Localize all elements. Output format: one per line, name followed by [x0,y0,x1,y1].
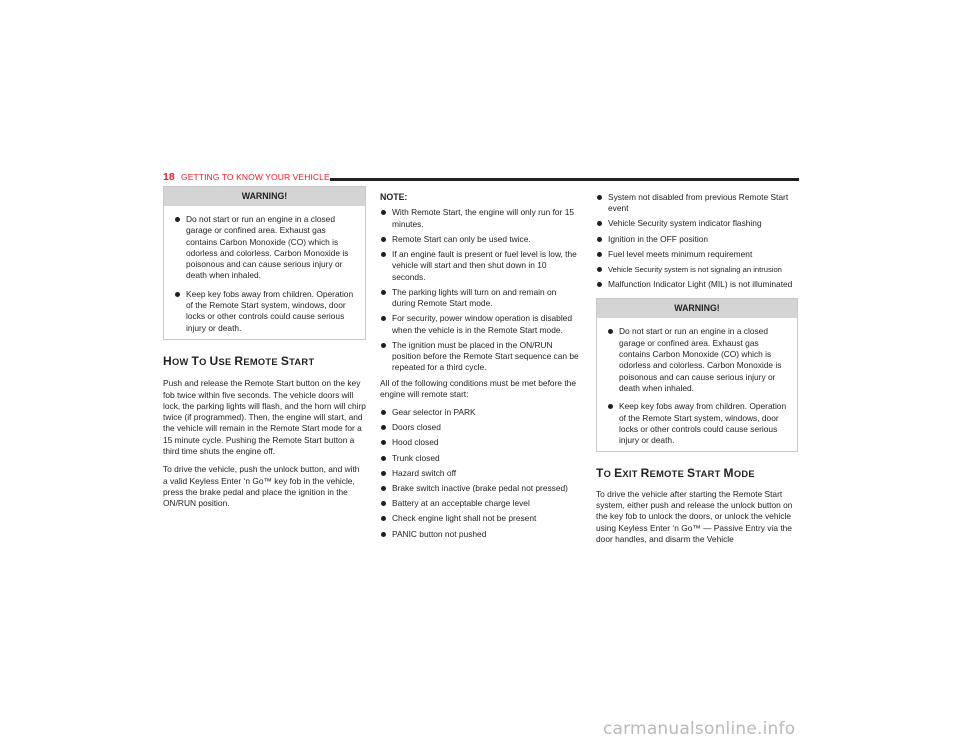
list-item: Remote Start can only be used twice. [380,234,580,245]
column-2 [380,192,580,544]
note-list [380,207,580,373]
list-item: For security, power window operation is disabled when the vehicle is in the Remote Start mode. [380,313,580,336]
list-item: Malfunction Indicator Light (MIL) is not illuminated [596,279,798,290]
warning-list [164,206,365,339]
bullet-icon [175,292,180,297]
column-1 [163,186,366,517]
bullet-icon [381,425,386,430]
page-header [163,171,799,185]
list-item: Trunk closed [380,453,580,464]
list-item: Keep key fobs away from children. Operation of the Remote Start system, windows, door locks or other controls could cause serious injury or death. [607,401,789,446]
bullet-icon [381,532,386,537]
bullet-icon [597,252,602,257]
paragraph: To drive the vehicle, push the unlock button, and with a valid Keyless Enter ‘n Go™ key fob in the vehicle, press the brake pedal and place the ignition in the ON/RUN position. [163,464,360,509]
section-title-how-to-use-remote-start: HOW TO USE REMOTE START [163,353,315,368]
bullet-icon [175,217,180,222]
bullet-icon [381,210,386,215]
bullet-icon [597,237,602,242]
paragraph: To drive the vehicle after starting the Remote Start system, either push and release the unlock button on the key fob to unlock the doors, or unlock the vehicle using Keyless Enter ‘n Go™ — Passive Entry via the door handles, and disarm the Vehicle [596,488,793,544]
warning-heading: WARNING! [164,187,365,206]
bullet-icon [608,329,613,334]
bullet-icon [381,440,386,445]
warning-list [597,318,797,451]
list-item: Hazard switch off [380,468,580,479]
list-item: Do not start or run an engine in a closed garage or confined area. Exhaust gas contains Carbon Monoxide (CO) which is odorless and colorless. Carbon Monoxide is poisonous and can cause serious injury or death when inhaled. [607,326,789,394]
list-item: Vehicle Security system is not signaling an intrusion [596,264,798,275]
list-item: If an engine fault is present or fuel level is low, the vehicle will start and then shut down in 10 seconds. [380,249,580,283]
list-item: Ignition in the OFF position [596,234,798,245]
warning-heading: WARNING! [597,299,797,318]
bullet-icon [381,516,386,521]
conditions-list [380,407,580,540]
list-item: Battery at an acceptable charge level [380,498,580,509]
list-item: Hood closed [380,437,580,448]
bullet-icon [381,456,386,461]
list-item: Brake switch inactive (brake pedal not pressed) [380,483,580,494]
list-item: PANIC button not pushed [380,529,580,540]
list-item: Vehicle Security system indicator flashing [596,218,798,229]
warning-box-1 [163,186,366,340]
list-item: Keep key fobs away from children. Operation of the Remote Start system, windows, door locks or other controls could cause serious injury or death. [174,289,357,334]
bullet-icon [608,404,613,409]
paragraph: All of the following conditions must be met before the engine will remote start: [380,377,576,399]
bullet-icon [381,471,386,476]
warning-box-2 [596,298,798,452]
bullet-icon [597,195,602,200]
list-item: Do not start or run an engine in a closed garage or confined area. Exhaust gas contains Carbon Monoxide (CO) which is odorless and colorless. Carbon Monoxide is poisonous and can cause serious injury or death when inhaled. [174,214,357,282]
bullet-icon [381,486,386,491]
list-item: Gear selector in PARK [380,407,580,418]
bullet-icon [597,267,602,272]
bullet-icon [381,410,386,415]
column-3 [596,192,798,552]
bullet-icon [597,282,602,287]
note-label: NOTE: [380,192,408,202]
bullet-icon [381,252,386,257]
bullet-icon [597,221,602,226]
list-item: Fuel level meets minimum requirement [596,249,798,260]
list-item: The ignition must be placed in the ON/RUN position before the Remote Start sequence can be repeated for a third cycle. [380,340,580,374]
chapter-title: GETTING TO KNOW YOUR VEHICLE [181,172,330,182]
bullet-icon [381,343,386,348]
list-item: The parking lights will turn on and remain on during Remote Start mode. [380,287,580,310]
paragraph: Push and release the Remote Start button on the key fob twice within five seconds. The vehicle doors will lock, the parking lights will flash, and the horn will chirp twice (if programmed). Then, the engine will start, and the vehicle will remain in the Remote Start mode for a 15 minute cycle. Pushing the Remote Start button a third time shuts the engine off. [163,378,366,457]
list-item: Doors closed [380,422,580,433]
conditions-list-continued [596,192,798,291]
bullet-icon [381,290,386,295]
header-rule [330,178,799,181]
page-number: 18 [163,171,175,183]
section-title-to-exit-remote-start-mode: TO EXIT REMOTE START MODE [596,466,755,481]
list-item: System not disabled from previous Remote Start event [596,192,798,215]
bullet-icon [381,501,386,506]
watermark[interactable]: carmanualsonline.info [603,719,796,739]
list-item: Check engine light shall not be present [380,513,580,524]
bullet-icon [381,237,386,242]
bullet-icon [381,316,386,321]
list-item: With Remote Start, the engine will only run for 15 minutes. [380,207,580,230]
